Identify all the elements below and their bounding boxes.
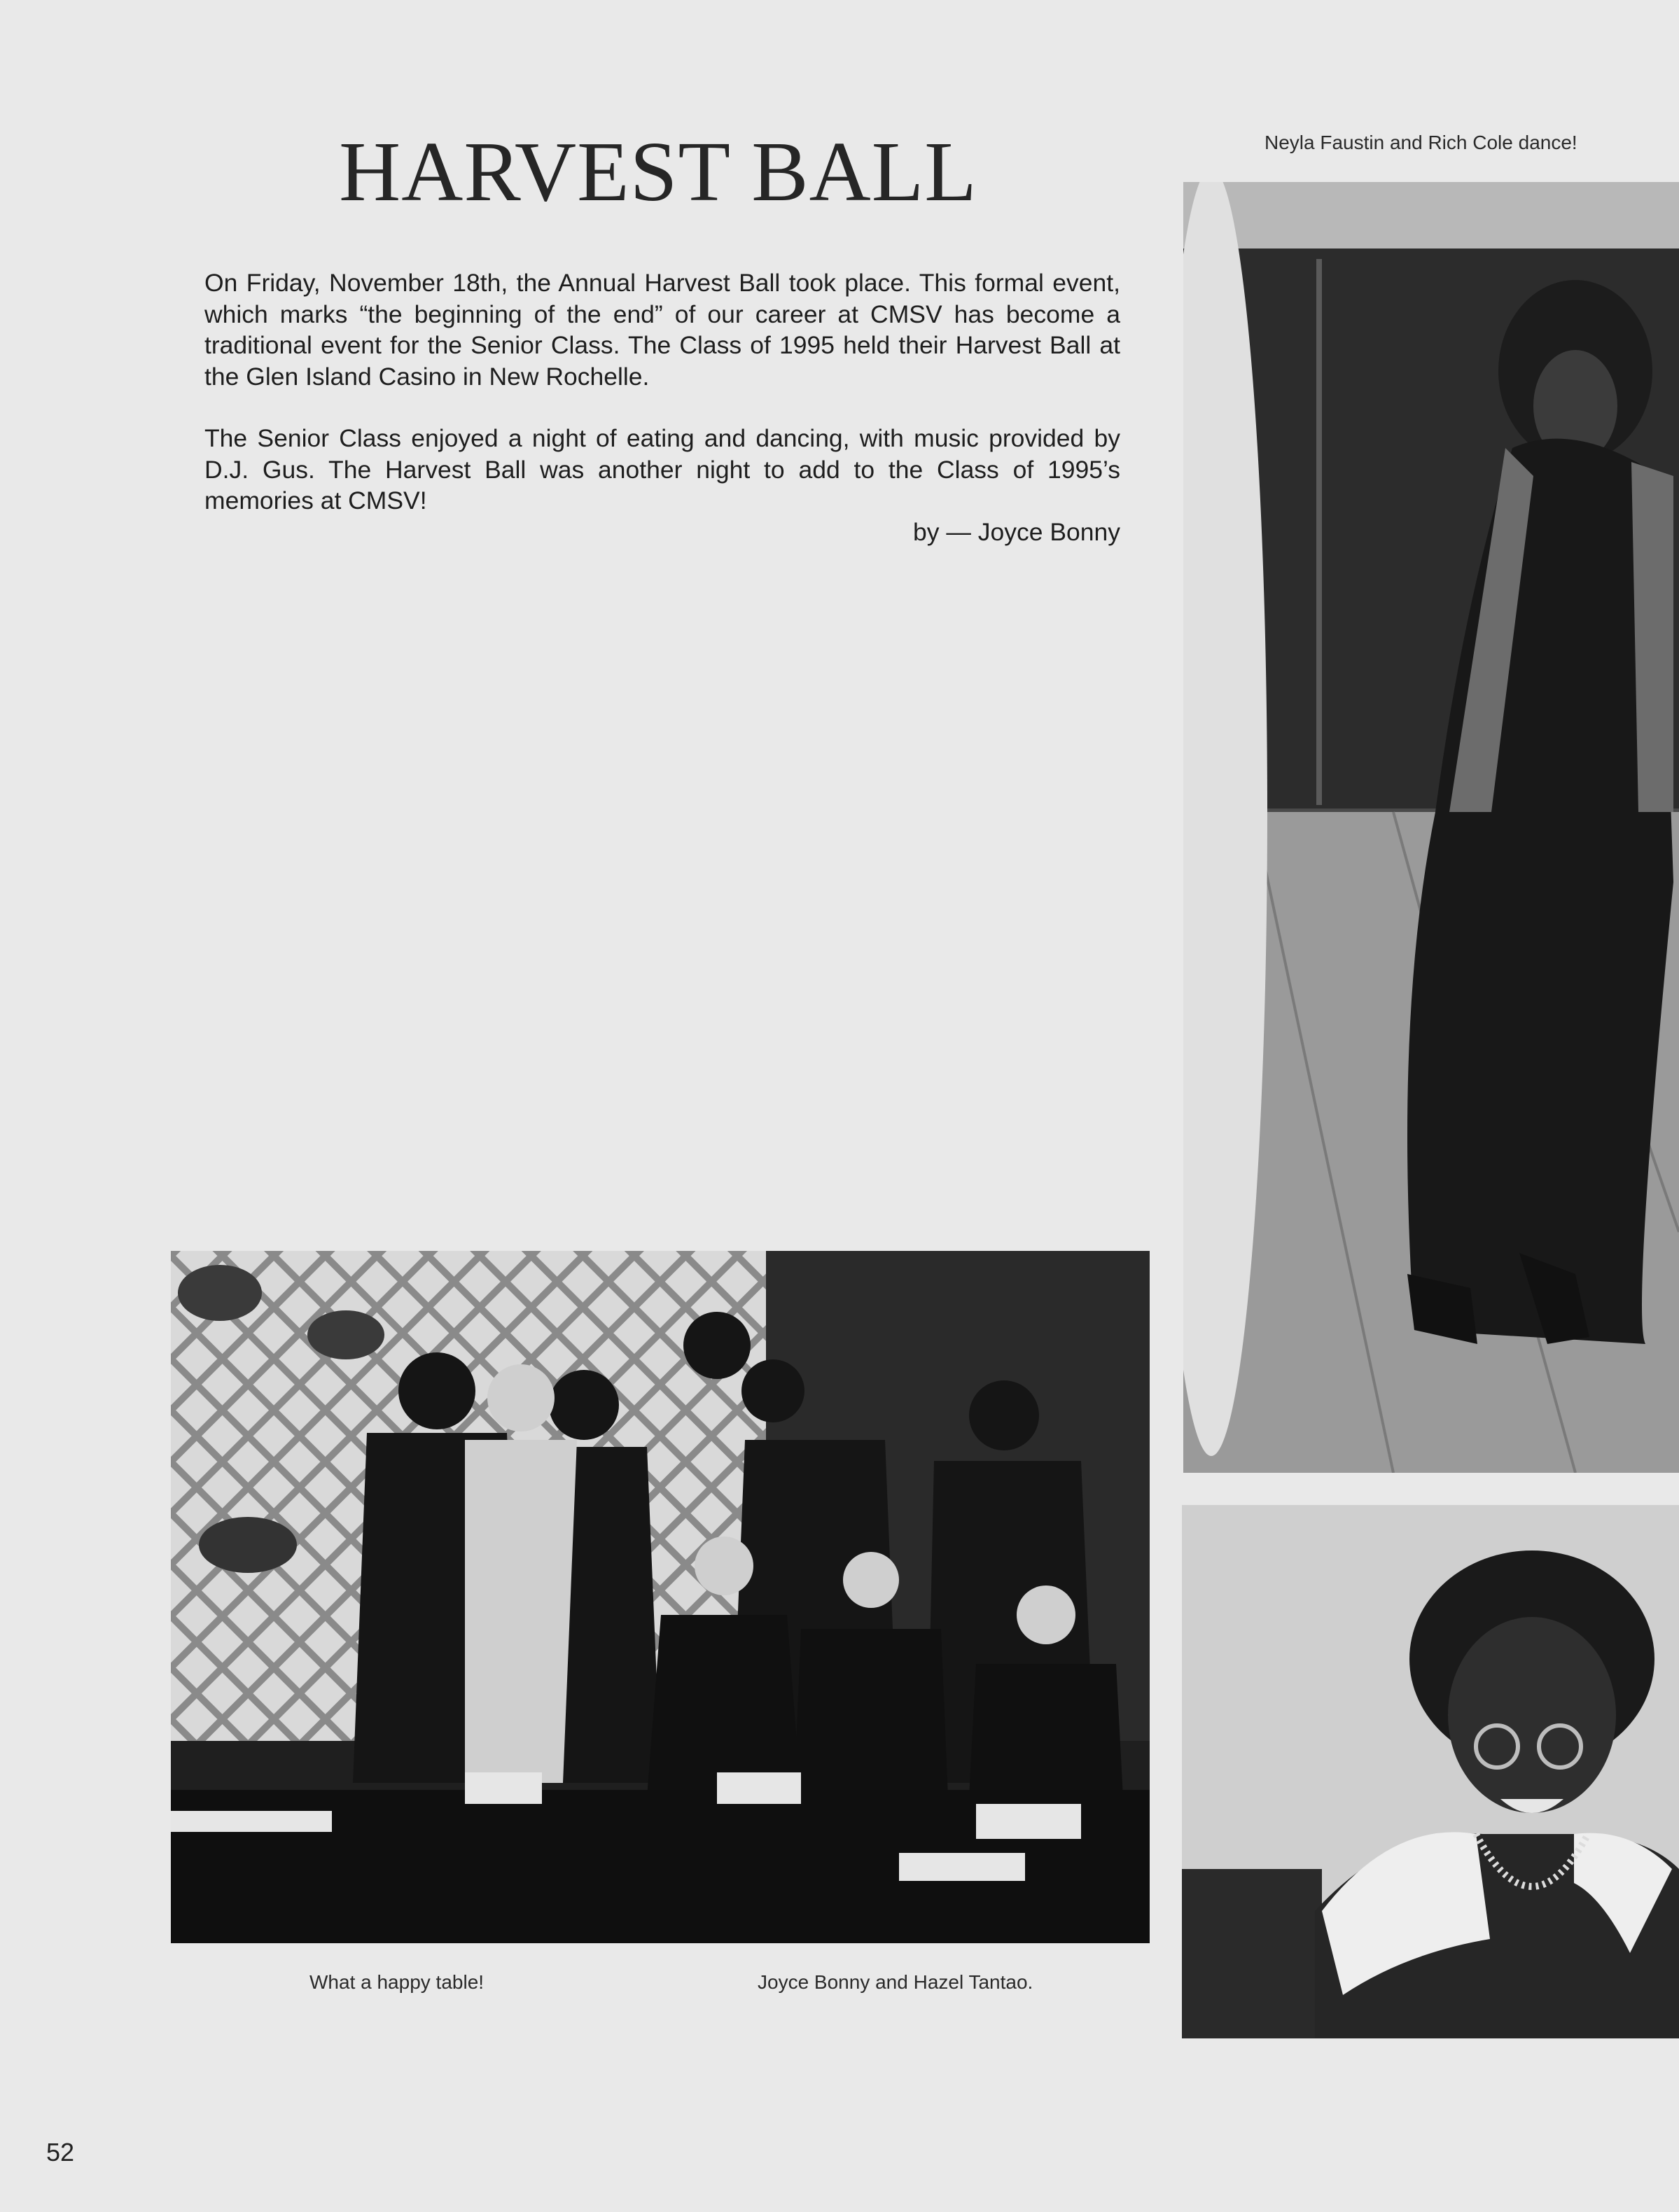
- group-table-photo: [171, 1251, 1150, 1943]
- article-paragraph-2: The Senior Class enjoyed a night of eating and dancing, with music provided by D.J. Gus. The Harvest Ball was another night to add to the Class of 1995’s memories at CMSV!: [204, 424, 1120, 514]
- article-body: [204, 267, 1120, 547]
- table-photo-caption: What a happy table!: [309, 1971, 485, 1993]
- dance-photo: [1183, 182, 1679, 1473]
- portrait-photo-caption: Joyce Bonny and Hazel Tantao.: [758, 1971, 1033, 1993]
- portrait-photo: [1182, 1505, 1679, 2038]
- article-byline: by — Joyce Bonny: [913, 517, 1120, 546]
- article-paragraph-1: On Friday, November 18th, the Annual Harvest Ball took place. This formal event, which marks “the beginning of the end” of our career at CMSV has become a traditional event for the Senior Class. The Class of 1995 held their Harvest Ball at the Glen Island Casino in New Rochelle.: [204, 269, 1120, 391]
- page-number: 52: [46, 2138, 75, 2166]
- page-title: HARVEST BALL: [339, 125, 977, 219]
- dance-photo-caption: Neyla Faustin and Rich Cole dance!: [1265, 132, 1577, 153]
